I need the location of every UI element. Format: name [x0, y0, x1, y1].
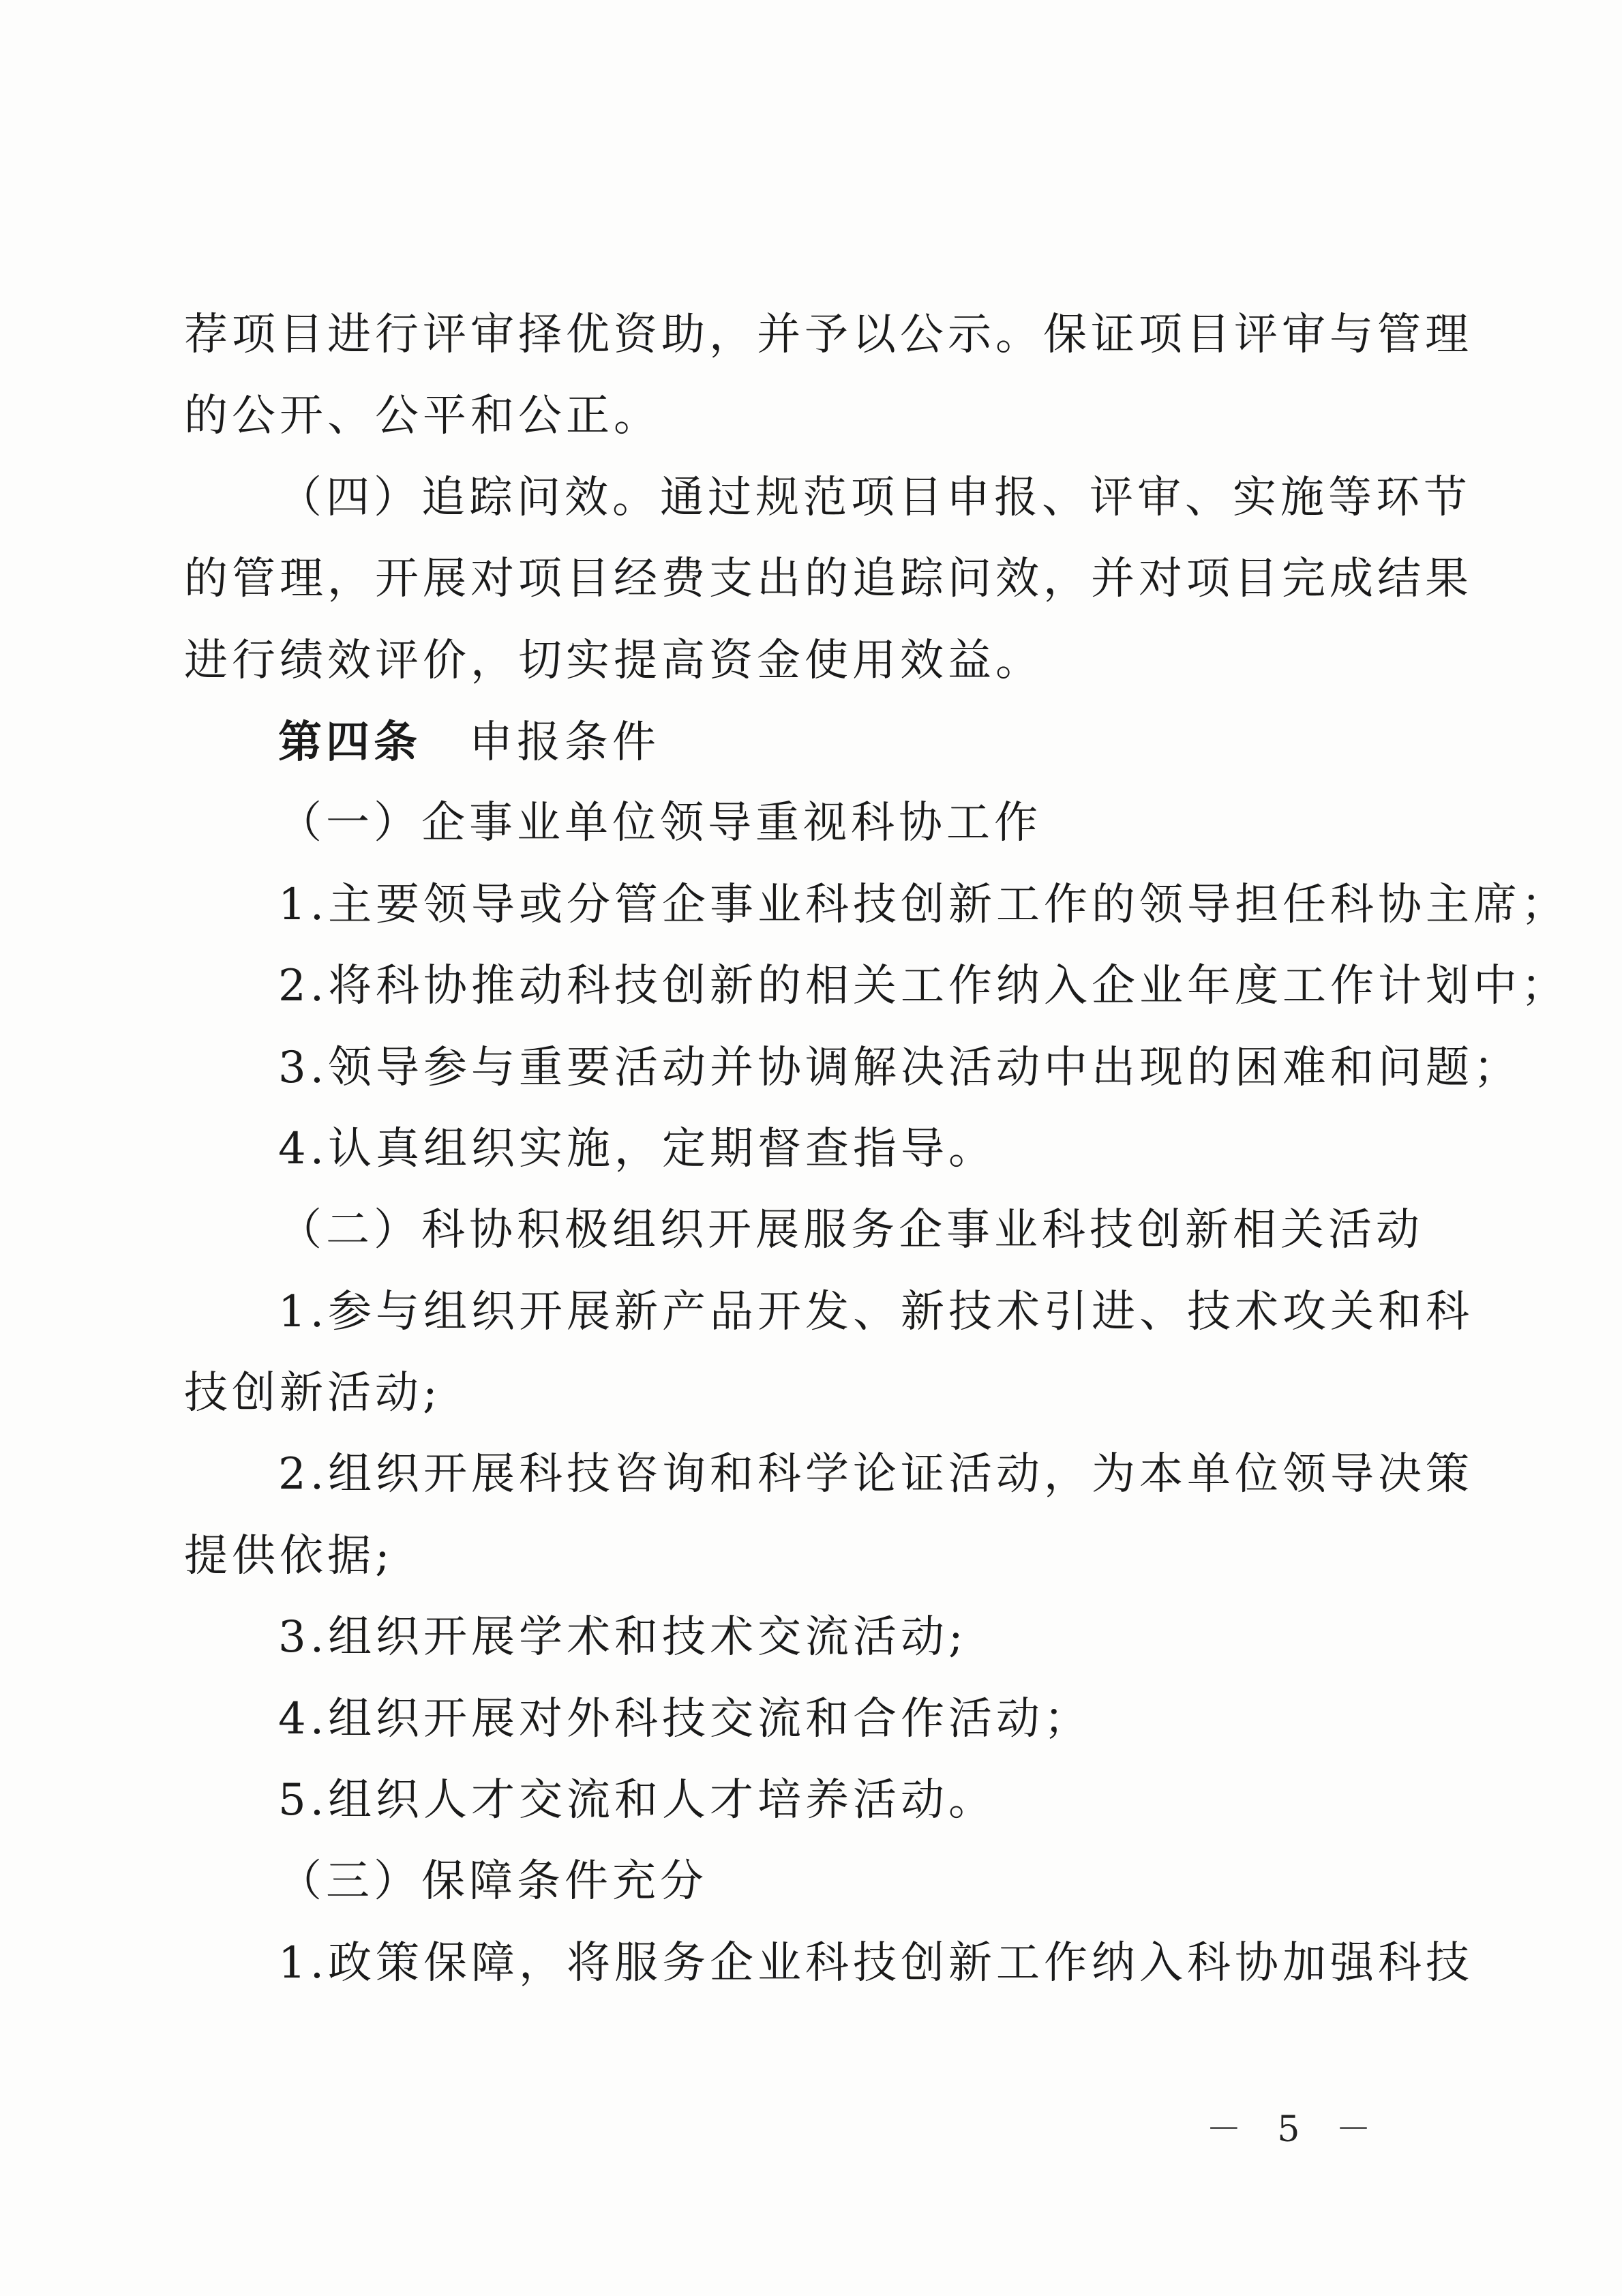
page-number: － 5 － [1205, 2109, 1383, 2150]
list-item: 1.政策保障，将服务企业科技创新工作纳入科协加强科技 [278, 1937, 1474, 1988]
list-item-continuation: 提供依据; [184, 1530, 394, 1581]
list-item: 1.主要领导或分管企事业科技创新工作的领导担任科协主席； [278, 879, 1570, 930]
paragraph-line: 进行绩效评价，切实提高资金使用效益。 [184, 635, 1043, 686]
article-heading [184, 702, 1384, 783]
list-item: 3.组织开展学术和技术交流活动; [278, 1612, 967, 1663]
section-heading: （三）保障条件充分 [278, 1856, 708, 1907]
section-heading: （一）企事业单位领导重视科协工作 [278, 798, 1042, 849]
paragraph-line: 的公开、公平和公正。 [184, 391, 661, 442]
list-item: 2.组织开展科技咨询和科学论证活动，为本单位领导决策 [278, 1449, 1474, 1500]
article-label: 第四条 [278, 716, 421, 768]
list-item: 2.将科协推动科技创新的相关工作纳入企业年度工作计划中； [278, 961, 1570, 1012]
list-item: 4.认真组织实施，定期督查指导。 [278, 1123, 997, 1174]
section-heading: （二）科协积极组织开展服务企事业科技创新相关活动 [278, 1205, 1424, 1256]
paragraph-line: （四）追踪问效。通过规范项目申报、评审、实施等环节 [278, 472, 1471, 523]
paragraph-line: 的管理，开展对项目经费支出的追踪问效，并对项目完成结果 [184, 554, 1473, 605]
list-item: 5.组织人才交流和人才培养活动。 [278, 1775, 997, 1826]
list-item: 3.领导参与重要活动并协调解决活动中出现的困难和问题； [278, 1042, 1522, 1093]
list-item-continuation: 技创新活动; [184, 1368, 442, 1419]
list-item: 1.参与组织开展新产品开发、新技术引进、技术攻关和科 [278, 1286, 1474, 1337]
body-text [184, 295, 1570, 2004]
article-title: 申报条件 [469, 717, 660, 768]
list-item: 4.组织开展对外科技交流和合作活动； [278, 1693, 1092, 1744]
paragraph-line: 荐项目进行评审择优资助，并予以公示。保证项目评审与管理 [184, 310, 1473, 360]
